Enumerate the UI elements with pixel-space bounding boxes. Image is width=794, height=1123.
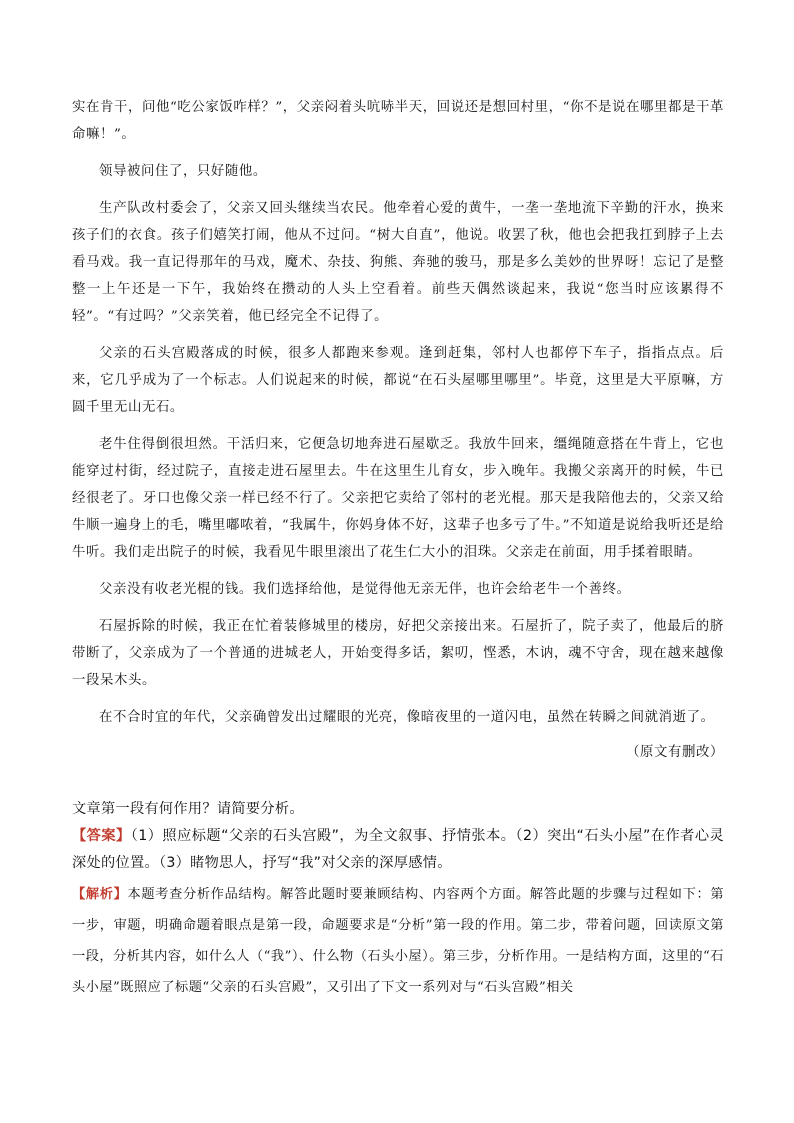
- analysis-tag: 【解析】: [72, 887, 128, 902]
- story-text: [72, 94, 724, 765]
- story-paragraph-5: 老牛住得倒很坦然。干活归来，它便急切地奔进石屋歇乏。我放牛回来，缰绳随意搭在牛背上，它也能穿过村街，经过院子，直接走进石屋里去。牛在这里生儿育女，步入晚年。我搬父亲离开的时候，牛已经很老了。牙口也像父亲一样已经不行了。父亲把它卖给了邻村的老光棍。那天是我陪他去的，父亲又给牛顺一遍身上的毛，嘴里嘟哝着，“我属牛，你妈身体不好，这辈子也多亏了牛。”不知道是说给我听还是给牛听。我们走出院子的时候，我看见牛眼里滚出了花生仁大小的泪珠。父亲走在前面，用手揉着眼睛。: [72, 437, 724, 560]
- story-paragraph-2: 领导被问住了，只好随他。: [99, 164, 267, 179]
- story-paragraph-4: 父亲的石头宫殿落成的时候，很多人都跑来参观。逢到赶集，邻村人也都停下车子，指指点点。后来，它几乎成为了一个标志。人们说起来的时候，都说“在石头屋哪里哪里”。毕竟，这里是大平原嘛，方圆千里无山无石。: [72, 346, 724, 415]
- question-text: 文章第一段有何作用？请简要分析。: [72, 801, 304, 817]
- answer-tag: 【答案】: [72, 828, 131, 844]
- story-paragraph-7: 石屋拆除的时候，我正在忙着装修城里的楼房，好把父亲接出来。石屋折了，院子卖了，他最后的脐带断了，父亲成为了一个普通的进城老人，开始变得多话，絮叨，悭悉，木讷，魂不守舍，现在越来越像一段呆木头。: [72, 619, 724, 688]
- story-paragraph-8: 在不合时宜的年代，父亲确曾发出过耀眼的光亮，像暗夜里的一道闪电，虽然在转瞬之间就消逝了。: [99, 710, 715, 725]
- analysis-text: 本题考查分析作品结构。解答此题时要兼顾结构、内容两个方面。解答此题的步骤与过程如下：第一步，审题，明确命题着眼点是第一段，命题要求是“分析”第一段的作用。第二步，带着问题，回读原文第一段，分析其内容，如什么人（“我”）、什么物（石头小屋）。第三步，分析作用。一是结构方面，这里的“石头小屋”既照应了标题“父亲的石头宫殿”，又引出了下文一系列对与“石头宫殿”相关: [72, 887, 725, 995]
- story-paragraph-6: 父亲没有收老光棍的钱。我们选择给他，是觉得他无亲无伴，也许会给老牛一个善终。: [99, 582, 631, 597]
- answer-block: [72, 823, 724, 877]
- story-paragraph-3: 生产队改村委会了，父亲又回头继续当农民。他牵着心爱的黄牛，一垄一垄地流下辛勤的汗水，换来孩子们的衣食。孩子们嬉笑打闹，他从不过问。“树大自直”，他说。收罢了秋，他也会把我扛到脖子上去看马戏。我一直记得那年的马戏，魔术、杂技、狗熊、奔驰的骏马，那是多么美妙的世界呀！忘记了是整整一上午还是一下午，我始终在攒动的人头上空看着。前些天偶然谈起来，我说“您当时应该累得不轻”。“有过吗？”父亲笑着，他已经完全不记得了。: [72, 201, 724, 324]
- analysis-block: [72, 879, 724, 1003]
- source-note: （原文有删改）: [626, 745, 724, 760]
- story-paragraph-1: 实在肯干，问他“吃公家饭咋样？”，父亲闷着头吭哧半天，回说还是想回村里，“你不是说在哪里都是干革命嘛！”。: [72, 100, 724, 142]
- question-section: [72, 796, 724, 1003]
- answer-text: （1）照应标题“父亲的石头宫殿”，为全文叙事、抒情张本。（2）突出“石头小屋”在作者心灵深处的位置。（3）睹物思人，抒写“我”对父亲的深厚感情。: [72, 828, 724, 871]
